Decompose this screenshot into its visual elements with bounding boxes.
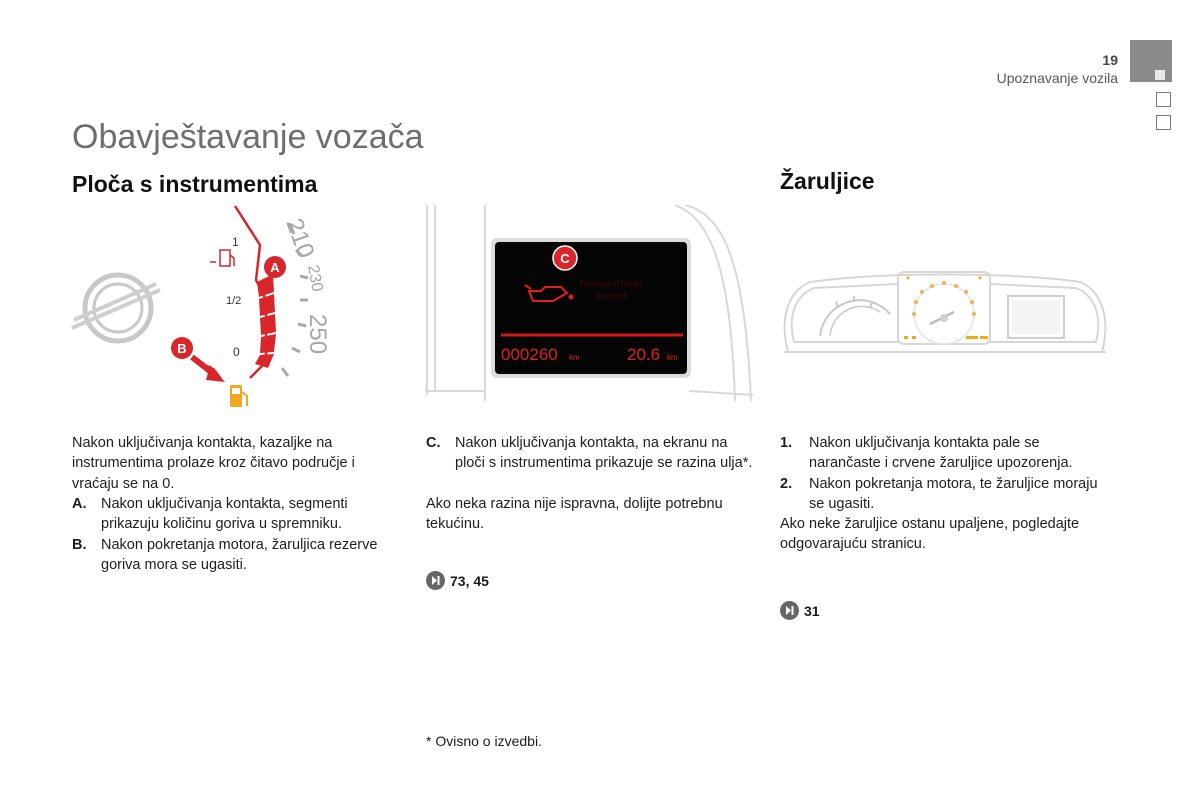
item-text: Nakon pokretanja motora, žaruljica rezerve goriva mora se ugasiti. [101,536,378,573]
section-heading-warning-lights: Žaruljice [780,168,875,194]
footnote: * Ovisno o izvedbi. [426,733,542,749]
item-label: C. [426,435,441,451]
list-item [426,433,756,474]
left-items-list [72,494,402,575]
marker-b-label: B [177,341,187,356]
speed-label-210: 210 [280,214,320,262]
instrument-cluster-illustration [780,262,1110,362]
page-reference-right[interactable] [780,601,820,620]
list-item [72,535,402,576]
chapter-tab [1130,40,1172,82]
left-gauge-sketch [820,296,890,336]
right-outro-text: Ako neke žaruljice ostanu upaljene, pogledajte odgovarajuću stranicu. [780,516,1080,553]
middle-outro-text: Ako neka razina nije ispravna, dolijte potrebnu tekućinu. [426,496,723,533]
multifunction-display-illustration [425,205,753,401]
middle-items-list [426,433,756,474]
marker-c-label: C [560,251,570,266]
item-label: 1. [780,435,793,451]
trip-value: 20.6 [627,345,661,364]
page-reference-text: 31 [804,602,820,619]
list-item [780,433,1110,474]
gauge-label-half: 1/2 [226,295,242,307]
item-text: Nakon uključivanja kontakta, na ekranu na ploči s instrumentima prikazuje se razina ulja*. [455,435,753,472]
odometer-value: 000260 [501,345,558,364]
speed-label-230: 230 [304,263,326,293]
page-reference-middle[interactable] [426,571,489,590]
display-message-line1: Niveau d'huile [579,279,643,290]
item-label: B. [72,536,87,553]
chapter-tab-box [1156,115,1171,130]
marker-a-label: A [270,260,280,275]
page-title: Obavještavanje vozača [72,118,424,156]
page-reference-text: 73, 45 [450,572,489,589]
page-number: 19 [1102,52,1118,68]
list-item [780,474,1110,515]
item-text: Nakon uključivanja kontakta pale se narančaste i crvene žaruljice upozorenja. [809,435,1073,472]
trip-unit: km [667,353,678,362]
speed-label-250: 250 [304,314,331,355]
item-label: A. [72,496,87,512]
page-reference-icon [780,601,799,620]
item-label: 2. [780,475,793,492]
item-text: Nakon uključivanja kontakta, segmenti prikazuju količinu goriva u spremniku. [101,496,348,533]
odometer-unit: km [569,353,580,362]
gauge-label-empty: 0 [233,345,240,359]
list-item [72,494,402,535]
fuel-gauge-illustration [60,200,390,420]
chapter-tab-marker [1155,70,1165,80]
right-items-list [780,433,1110,514]
section-heading-instruments: Ploča s instrumentima [72,171,318,197]
display-message-line2: correct [595,291,627,302]
gauge-label-full: 1 [232,235,239,249]
chapter-title: Upoznavanje vozila [996,70,1118,86]
fuel-pump-icon [210,250,234,266]
left-intro-text: Nakon uključivanja kontakta, kazaljke na instrumentima prolaze kroz čitavo područje i vraćaju se na 0. [72,435,355,492]
item-text: Nakon pokretanja motora, te žaruljice moraju se ugasiti. [809,475,1098,512]
central-gauge-sketch [904,277,988,345]
fuel-reserve-warning-icon [230,385,247,407]
chapter-tab-box [1156,92,1171,107]
page-reference-icon [426,571,445,590]
